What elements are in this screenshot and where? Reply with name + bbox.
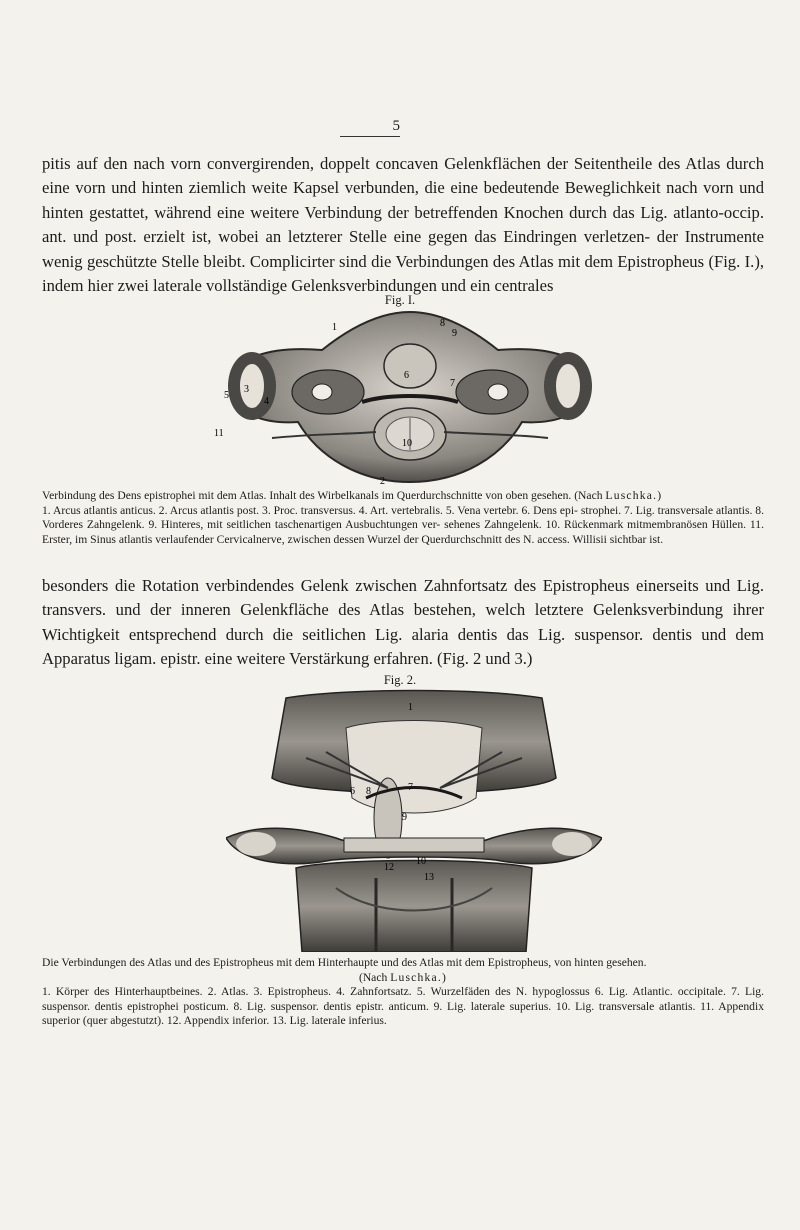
body-paragraph-1: pitis auf den nach vorn convergirenden, doppelt concaven Gelenkflächen der Seitentheile des Atlas durch eine vorn und hinten ziemlich weite Kapsel verbunden, die eine bedeutende Beweglichkeit nach vorn und hinten gestattet, während eine weitere Verbindung der betreffenden Knochen durch das Lig. atlanto-occip. ant. und post. erzielt ist, wobei an letzterer Stelle eine gegen das Eindringen verletzen- der Instrumente wenig geschützte Stelle bleibt. Complicirter sind die Verbindungen des Atlas mit dem Epistropheus (Fig. I.), indem hier zwei laterale vollständige Gelenksverbindungen und ein centrales — [42, 154, 764, 296]
body-paragraph-2: besonders die Rotation verbindendes Gelenk zwischen Zahnfortsatz des Epistropheus einerseits und Lig. transvers. und der inneren Gelenkfläche des Atlas bestehen, welch letztere Gelenksverbindung ihrer Wichtigkeit entsprechend durch die seitlichen Lig. alaria dentis das Lig. suspensor. dentis und dem Apparatus ligam. epistr. eine weitere Verstärkung erfahren. (Fig. 2 und 3.) — [42, 576, 764, 669]
fig2-number-13: 13 — [424, 872, 434, 883]
fig1-number-5: 5 — [224, 390, 229, 401]
fig1-number-3: 3 — [244, 384, 249, 395]
fig2-number-7: 7 — [408, 782, 413, 793]
fig1-number-7: 7 — [450, 378, 455, 389]
figure-2-label: Fig. 2. — [383, 673, 417, 687]
figure-1-illustration — [212, 306, 608, 488]
figure-1-caption-author: Luschka.) — [605, 489, 663, 502]
fig2-number-12: 12 — [384, 862, 394, 873]
fig2-number-1: 1 — [408, 702, 413, 713]
fig1-number-4: 4 — [264, 396, 269, 407]
fig1-number-10: 10 — [402, 438, 412, 449]
figure-1-caption-title: Verbindung des Dens epistrophei mit dem Atlas. Inhalt des Wirbelkanals im Querdurchschnitte von oben gesehen. (Nach — [42, 489, 603, 502]
fig1-number-11: 11 — [214, 428, 224, 439]
figure-2-caption — [42, 956, 764, 1029]
fig2-number-10: 10 — [416, 856, 426, 867]
figure-2-caption-author: Luschka.) — [390, 970, 448, 984]
figure-2-caption-source: (Nach — [358, 970, 388, 984]
figure-1-caption-legend: 1. Arcus atlantis anticus. 2. Arcus atlantis post. 3. Proc. transversus. 4. Art. vertebralis. 5. Vena vertebr. 6. Dens epi- strophei. 7. Lig. transversale atlantis. 8. Vorderes Zahngelenk. 9. Hinteres, mit seitlichen taschenartigen Ausbuchtungen ver- sehenes Zahngelenk. 10. Rückenmark mitmembranösen Hüllen. 11. Erster, im Sinus atlantis verlaufender Cervicalnerve, zwischen dessen Wurzel der Querdurchschnitt des N. access. Willisii sichtbar ist. — [42, 503, 764, 546]
fig1-number-9: 9 — [452, 328, 457, 339]
fig2-number-9: 9 — [402, 812, 407, 823]
fig2-number-8: 8 — [366, 786, 371, 797]
fig2-number-6: 6 — [350, 786, 355, 797]
figure-2-illustration — [226, 688, 602, 952]
figure-2-caption-title: Die Verbindungen des Atlas und des Epistropheus mit dem Hinterhaupte und des Atlas mit dem Epistropheus, von hinten gesehen. — [42, 956, 647, 969]
figure-1-caption — [42, 489, 764, 547]
figure-1-label: Fig. I. — [384, 293, 416, 307]
page-number: 5 — [340, 118, 400, 137]
fig1-number-8: 8 — [440, 318, 445, 329]
fig1-number-2: 2 — [380, 476, 385, 487]
fig1-number-1: 1 — [332, 322, 337, 333]
fig1-number-6: 6 — [404, 370, 409, 381]
figure-2-caption-legend: 1. Körper des Hinterhauptbeines. 2. Atlas. 3. Epistropheus. 4. Zahnfortsatz. 5. Wurzelfäden des N. hypoglossus 6. Lig. Atlantic. occipitale. 7. Lig. suspensor. dentis epistrophei posticum. 8. Lig. suspensor. dentis epistr. anticum. 9. Lig. laterale superius. 10. Lig. transversale atlantis. 11. Appendix superior (quer abgestutzt). 12. Appendix inferior. 13. Lig. laterale inferius. — [42, 985, 764, 1028]
